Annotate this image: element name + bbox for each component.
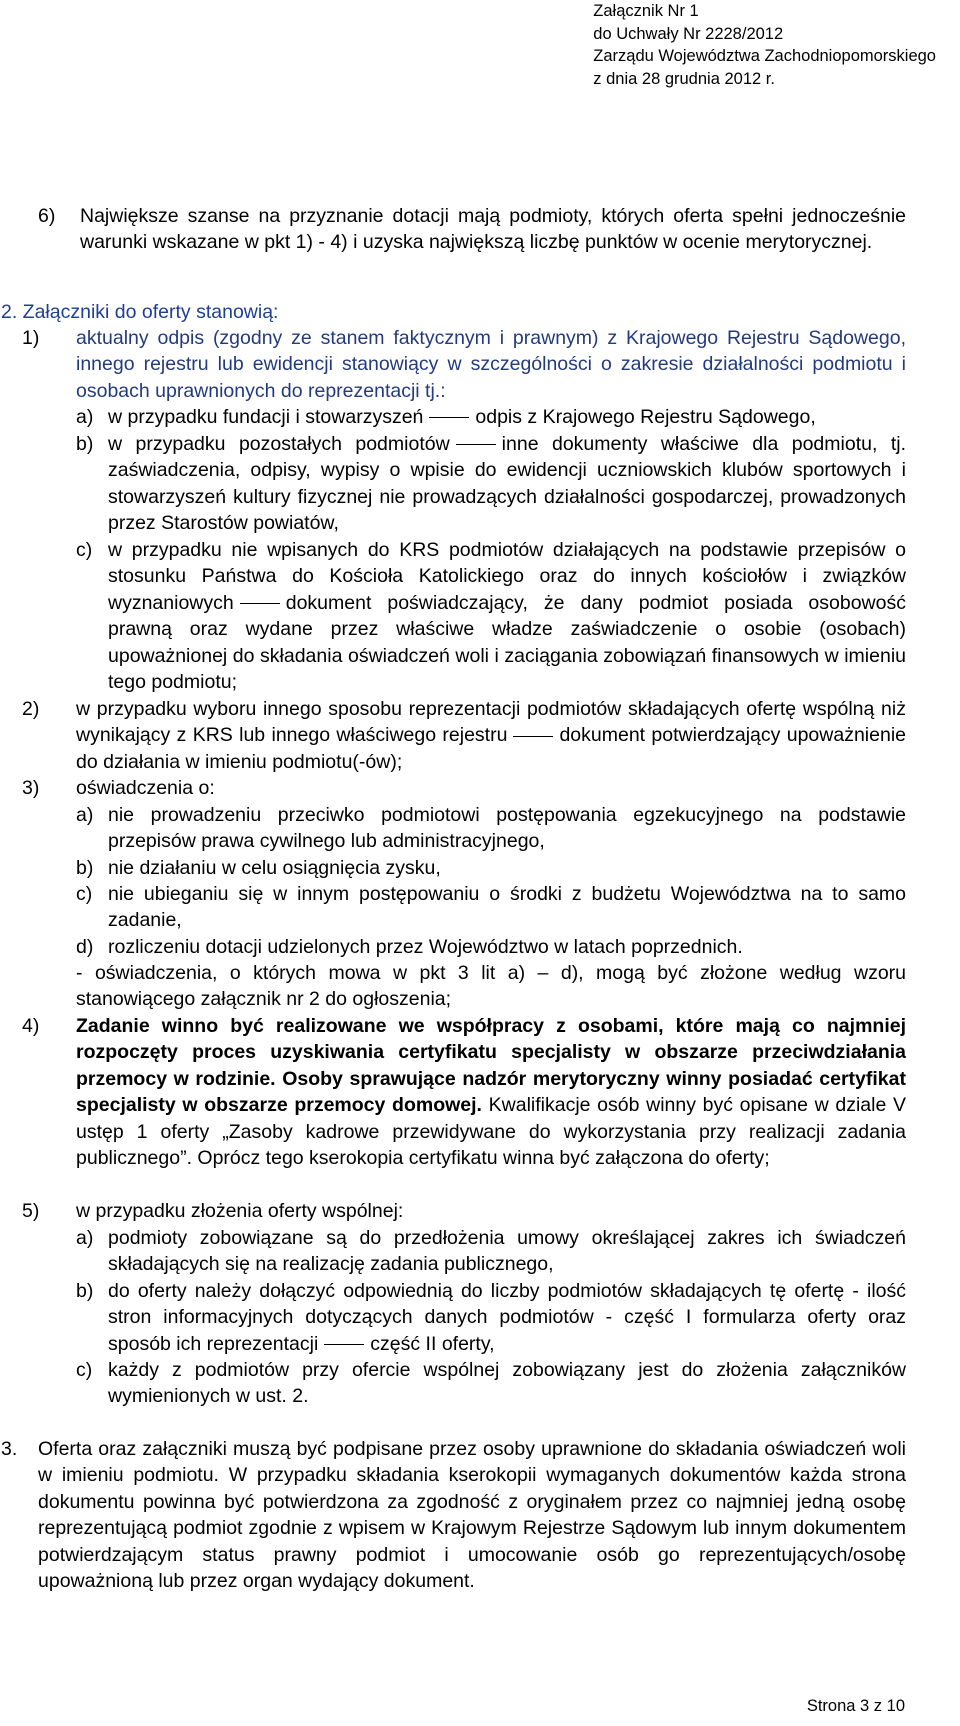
item-2-1-c-text: w przypadku nie wpisanych do KRS podmiotów działających na podstawie przepisów o stosunku Państwa do Kościoła Katolickiego oraz do innych kościołów i związków wyznaniowych dokument poświadczający, że dany podmiot posiada osobowość prawną oraz wydane przez właściwe władze zaświadczenie o osobie (osobach) upoważnionej do składania oświadczeń woli i zaciągania zobowiązań finansowych w imieniu tego podmiotu; (108, 539, 906, 694)
section-3-text: Oferta oraz załączniki muszą być podpisane przez osoby uprawnione do składania oświadczeń woli w imieniu podmiotu. W przypadku składania kserokopii wymaganych dokumentów każda strona dokumentu powinna być potwierdzona za zgodność z oryginałem przez co najmniej jedną osobę reprezentującą podmiot zgodnie z wpisem w Krajowym Rejestrze Sądowym lub innym dokumentem potwierdzającym status prawny podmiot i umocowanie osób go reprezentujących/osobę upoważnioną lub przez organ wydający dokument. (38, 1438, 906, 1593)
item-2-5-b-label: b) (76, 1280, 94, 1302)
item-2-5-number: 5) (22, 1200, 40, 1222)
item-2-1-a-label: a) (76, 406, 94, 428)
item-2-2-text: w przypadku wyboru innego sposobu reprezentacji podmiotów składających ofertę wspólną niż wynikający z KRS lub innego właściwego rejestru dokument potwierdzający upoważnienie do działania w imieniu podmiotu(-ów); (76, 698, 906, 773)
item-2-3-c-text: nie ubieganiu się w innym postępowaniu o środki z budżetu Województwa na to samo zadanie, (108, 883, 906, 932)
item-2-3-d-label: d) (76, 936, 94, 958)
item-2-3-d-text: rozliczeniu dotacji udzielonych przez Województwo w latach poprzednich. (108, 936, 743, 958)
item-2-3-text: oświadczenia o: (76, 777, 215, 799)
item-2-3-a-text: nie prowadzeniu przeciwko podmiotowi postępowania egzekucyjnego na podstawie przepisów prawa cywilnego lub administracyjnego, (108, 804, 906, 853)
item-6-text: Największe szanse na przyznanie dotacji mają podmioty, których oferta spełni jednocześnie warunki wskazane w pkt 1) - 4) i uzyska największą liczbę punktów w ocenie merytorycznej. (80, 205, 906, 254)
item-2-2-number: 2) (22, 698, 40, 720)
item-2-4-bold-text: Zadanie winno być realizowane we współpracy z osobami, które mają co najmniej rozpoczęty proces uzyskiwania certyfikatu specjalisty w obszarze przeciwdziałania przemocy w rodzinie. Osoby sprawujące nadzór merytoryczny winny posiadać certyfikat specjalisty w obszarze przemocy domowej. (76, 1015, 906, 1117)
dash-line (429, 417, 469, 418)
attachment-header (593, 0, 936, 90)
item-2-3-c-label: c) (76, 883, 93, 905)
header-line-2: do Uchwały Nr 2228/2012 (593, 24, 784, 43)
item-2-1-b-label: b) (76, 433, 94, 455)
item-2-3-b-label: b) (76, 857, 94, 879)
section-3-number: 3. (1, 1438, 18, 1460)
item-2-1-number: 1) (22, 327, 40, 349)
header-line-3: Zarządu Województwa Zachodniopomorskiego (593, 47, 936, 65)
item-2-4-number: 4) (22, 1015, 40, 1037)
dash-line (456, 444, 496, 445)
dash-line (240, 603, 280, 604)
item-2-4-text (76, 1013, 906, 1171)
header-line-4: z dnia 28 grudnia 2012 r. (593, 69, 775, 88)
item-2-5-c-label: c) (76, 1359, 93, 1381)
item-2-3-note: - oświadczenia, o których mowa w pkt 3 lit a) – d), mogą być złożone według wzoru stanowiącego załącznik nr 2 do ogłoszenia; (76, 962, 906, 1011)
item-2-1-text: aktualny odpis (zgodny ze stanem faktycznym i prawnym) z Krajowego Rejestru Sądowego, innego rejestru lub ewidencji stanowiący w szczególności o zakresie działalności podmiotu i osobach uprawnionych do reprezentacji tj.: (76, 327, 906, 402)
item-2-5-b-text: do oferty należy dołączyć odpowiednią do liczby podmiotów składających tę ofertę - ilość stron informacyjnych dotyczących danych podmiotów - część I formularza oferty oraz sposób ich reprezentacji część II oferty, (108, 1280, 906, 1355)
item-2-1-c-label: c) (76, 539, 93, 561)
item-2-3-b-text: nie działaniu w celu osiągnięcia zysku, (108, 857, 441, 879)
dash-line (513, 736, 553, 737)
item-2-1-a-text: w przypadku fundacji i stowarzyszeń odpis z Krajowego Rejestru Sądowego, (108, 406, 816, 428)
item-2-1-b-text: w przypadku pozostałych podmiotów inne dokumenty właściwe dla podmiotu, tj. zaświadczenia, odpisy, wypisy o wpisie do ewidencji uczniowskich klubów sportowych i stowarzyszeń kultury fizycznej nie prowadzących działalności gospodarczej, prowadzonych przez Starostów powiatów, (108, 433, 906, 535)
item-2-3-a-label: a) (76, 804, 94, 826)
item-2-4-rest-text: Kwalifikacje osób winny być opisane w dziale V ustęp 1 oferty „Zasoby kadrowe przewidywane do wykorzystania przy realizacji zadania publicznego”. Oprócz tego kserokopia certyfikatu winna być załączona do oferty; (76, 1094, 907, 1170)
dash-line (324, 1344, 364, 1345)
item-2-5-a-label: a) (76, 1227, 94, 1249)
item-2-5-text: w przypadku złożenia oferty wspólnej: (76, 1200, 404, 1222)
item-2-3-number: 3) (22, 777, 40, 799)
header-line-1: Załącznik Nr 1 (593, 2, 699, 20)
item-6-number: 6) (38, 205, 56, 227)
page-number: Strona 3 z 10 (806, 1697, 905, 1715)
item-2-5-a-text: podmioty zobowiązane są do przedłożenia umowy określającej zakres ich świadczeń składających się na realizację zadania publicznego, (108, 1227, 906, 1276)
section-2-heading: 2. Załączniki do oferty stanowią: (1, 301, 279, 323)
item-2-5-c-text: każdy z podmiotów przy ofercie wspólnej zobowiązany jest do złożenia załączników wymienionych w ust. 2. (108, 1359, 906, 1408)
